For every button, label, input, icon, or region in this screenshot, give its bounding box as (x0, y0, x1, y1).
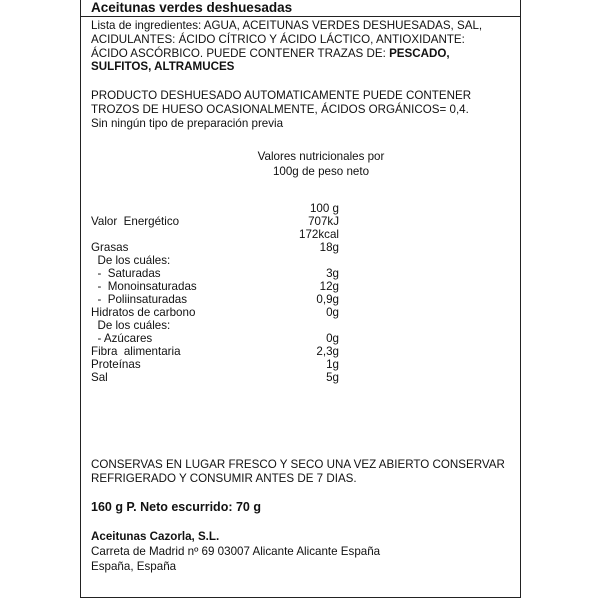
nutrition-row-label: Fibra alimentaria (91, 345, 181, 358)
company-country: España, España (91, 560, 177, 573)
notes-line-3: Sin ningún tipo de preparación previa (91, 117, 284, 130)
nutrition-row-label: - Monoinsaturadas (91, 280, 197, 293)
nutrition-row-label: Grasas (91, 241, 129, 254)
nutrition-row-label: - Saturadas (91, 267, 161, 280)
nutrition-row-label: Hidratos de carbono (91, 306, 196, 319)
nutrition-row-label: Proteínas (91, 358, 141, 371)
nutrition-row-label: - Azúcares (91, 332, 153, 345)
nutrition-row (81, 228, 520, 241)
nutrition-row-value: 0,9g (316, 293, 339, 306)
nutrition-row (81, 306, 520, 319)
notes-line-2: TROZOS DE HUESO OCASIONALMENTE, ÁCIDOS ORGÁNICOS= 0,4. (91, 103, 469, 116)
ingredients-line-3 (91, 47, 450, 61)
ingredients-line-3-text: ÁCIDO ASCÓRBICO. PUEDE CONTENER TRAZAS DE: (91, 47, 390, 60)
notes-line-1: PRODUCTO DESHUESADO AUTOMATICAMENTE PUEDE CONTENER (91, 89, 472, 102)
nutrition-row-label: De los cuáles: (91, 254, 171, 267)
nutrition-row (81, 345, 520, 358)
allergen-text: PESCADO, (389, 47, 450, 60)
nutrition-row (81, 254, 520, 267)
column-header-value: 100 g (309, 202, 339, 215)
nutrition-row (81, 241, 520, 254)
company-address: Carreta de Madrid nº 69 03007 Alicante Alicante España (91, 545, 381, 558)
nutrition-row (81, 371, 520, 384)
nutrition-row (81, 280, 520, 293)
nutrition-row-label: - Poliinsaturadas (91, 293, 188, 306)
allergen-line: SULFITOS, ALTRAMUCES (91, 60, 235, 73)
nutrition-row-value: 1g (326, 358, 339, 371)
nutrition-row-label: Sal (91, 371, 108, 384)
title-bar (81, 0, 520, 17)
label-frame (80, 0, 521, 598)
nutrition-row (81, 358, 520, 371)
nutrition-row (81, 332, 520, 345)
nutrition-row-value: 3g (326, 267, 339, 280)
ingredients-line-1: Lista de ingredientes: AGUA, ACEITUNAS VERDES DESHUESADAS, SAL, (91, 19, 483, 32)
company-name: Aceitunas Cazorla, S.L. (91, 530, 220, 543)
ingredients-line-2: ACIDULANTES: ÁCIDO CÍTRICO Y ÁCIDO LÁCTICO, ANTIOXIDANTE: (91, 33, 465, 46)
product-title: Aceitunas verdes deshuesadas (91, 0, 293, 15)
nutrition-row (81, 319, 520, 332)
nutrition-header-2: 100g de peso neto (272, 165, 370, 178)
nutrition-row (81, 293, 520, 306)
nutrition-row-value: 0g (326, 332, 339, 345)
nutrition-header-1: Valores nutricionales por (257, 150, 385, 163)
storage-line-2: REFRIGERADO Y CONSUMIR ANTES DE 7 DIAS. (91, 472, 357, 485)
storage-line-1: CONSERVAS EN LUGAR FRESCO Y SECO UNA VEZ ABIERTO CONSERVAR (91, 458, 505, 471)
nutrition-row-value: 707kJ (308, 215, 339, 228)
nutrition-row-value: 0g (326, 306, 339, 319)
nutrition-row-value: 172kcal (299, 228, 339, 241)
nutrition-row-value: 12g (319, 280, 339, 293)
nutrition-row (81, 267, 520, 280)
nutrition-row-label: Valor Energético (91, 215, 180, 228)
nutrition-row-value: 5g (326, 371, 339, 384)
net-weight: 160 g P. Neto escurrido: 70 g (91, 500, 261, 514)
nutrition-row (81, 215, 520, 228)
nutrition-row-value: 2,3g (316, 345, 339, 358)
nutrition-row-value: 18g (319, 241, 339, 254)
nutrition-row-label: De los cuáles: (91, 319, 171, 332)
nutrition-column-header (81, 202, 520, 215)
